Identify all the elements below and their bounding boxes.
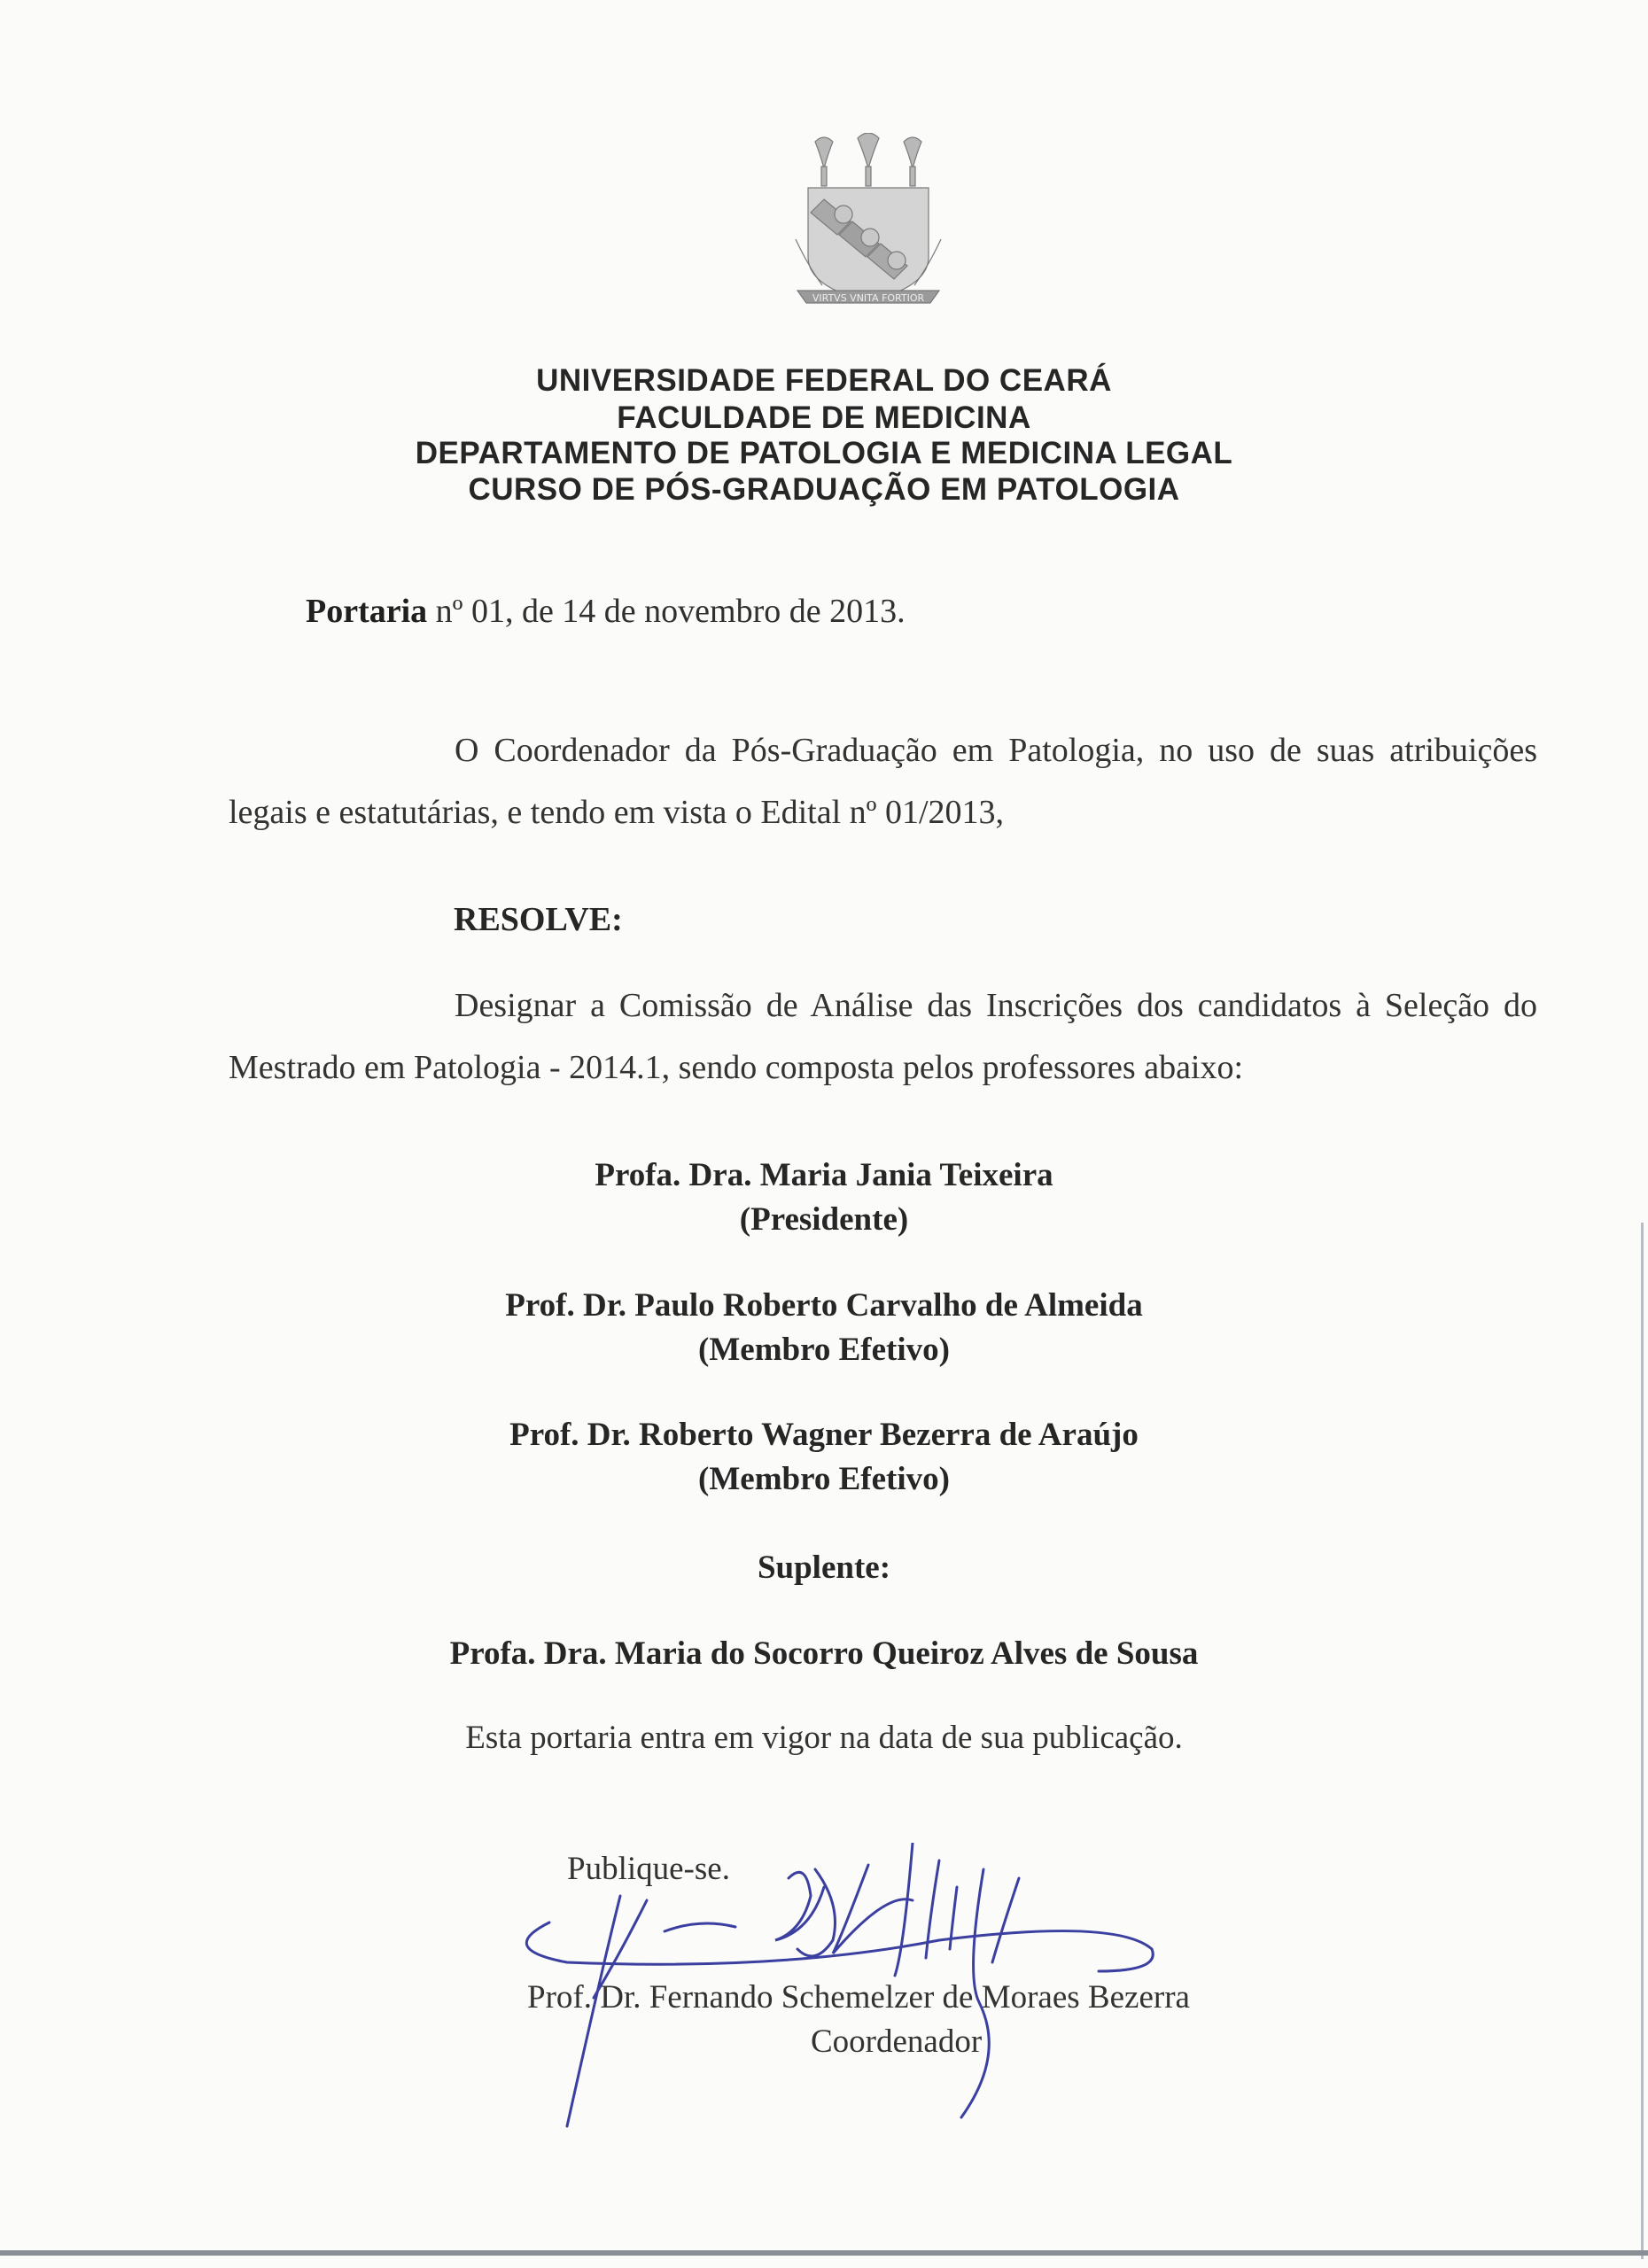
portaria-label: Portaria <box>306 593 428 630</box>
member-role: (Membro Efetivo) <box>698 1461 950 1497</box>
resolve-heading: RESOLVE: <box>454 901 623 938</box>
publish-text: Publique-se. <box>567 1851 730 1887</box>
portaria-line <box>306 592 906 631</box>
closing-statement: Esta portaria entra em vigor na data de sua publicação. <box>465 1720 1183 1756</box>
member-role: (Presidente) <box>739 1201 909 1238</box>
scan-bottom-edge <box>0 2250 1648 2256</box>
member-name: Profa. Dra. Maria Jania Teixeira <box>595 1157 1053 1193</box>
substitute-name: Profa. Dra. Maria do Socorro Queiroz Alves de Sousa <box>449 1635 1199 1672</box>
handwritten-signature <box>496 1843 1187 2144</box>
header-faculty: FACULDADE DE MEDICINA <box>617 400 1031 435</box>
header-university: UNIVERSIDADE FEDERAL DO CEARÁ <box>536 363 1112 398</box>
portaria-text: nº 01, de 14 de novembro de 2013. <box>427 593 906 630</box>
crest-motto: VIRTVS VNITA FORTIOR <box>812 292 925 304</box>
header-department: DEPARTAMENTO DE PATOLOGIA E MEDICINA LEGAL <box>415 436 1233 470</box>
header-course: CURSO DE PÓS-GRADUAÇÃO EM PATOLOGIA <box>468 472 1180 507</box>
university-crest <box>789 133 948 323</box>
member-name: Prof. Dr. Paulo Roberto Carvalho de Almeida <box>505 1287 1143 1324</box>
body-paragraph: Designar a Comissão de Análise das Inscrições dos candidatos à Seleção do Mestrado em Patologia - 2014.1, sendo composta pelos professores abaixo: <box>229 987 1537 1086</box>
substitute-label: Suplente: <box>757 1550 891 1586</box>
signatory-name: Prof. Dr. Fernando Schemelzer de Moraes Bezerra <box>527 1979 1190 2016</box>
signatory-role: Coordenador <box>811 2023 983 2060</box>
member-role: (Membro Efetivo) <box>698 1332 950 1368</box>
member-name: Prof. Dr. Roberto Wagner Bezerra de Araújo <box>509 1417 1139 1453</box>
preamble-paragraph: O Coordenador da Pós-Graduação em Patologia, no uso de suas atribuições legais e estatutárias, e tendo em vista o Edital nº 01/2013, <box>229 732 1537 831</box>
scan-edge <box>1641 1223 1644 2259</box>
